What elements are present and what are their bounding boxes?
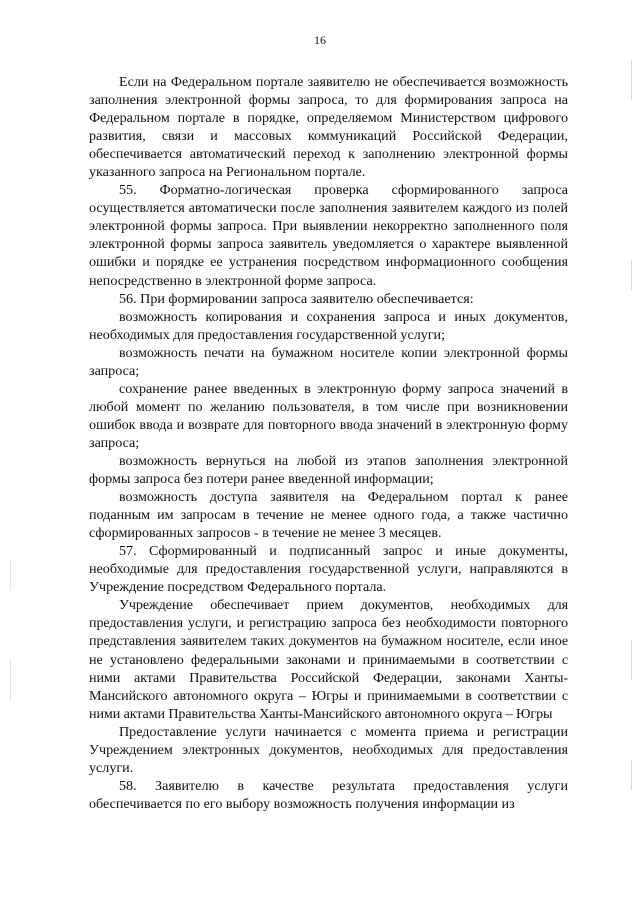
list-item-return-stage: возможность вернуться на любой из этапов заполнения электронной формы запроса без потери ранее введенной информации; bbox=[89, 452, 568, 488]
scan-artifact bbox=[631, 60, 632, 100]
page-number: 16 bbox=[314, 33, 326, 47]
scan-artifact bbox=[631, 640, 632, 680]
scan-artifact bbox=[10, 560, 11, 590]
paragraph-institution-acceptance: Учреждение обеспечивает прием документов, необходимых для предоставления услуги, и регистрацию запроса без необходимости повторного представления заявителем таких документов на бумажном носителе, если иное не установлено федеральными законами и принимаемыми в соответствии с ними актами Правительства Российской Федерации, законами Ханты-Мансийского автономного округа – Югры и принимаемыми в соответствии с ними актами Правительства Ханты-Мансийского автономного округа – Югры bbox=[89, 597, 568, 722]
list-item-save-values: сохранение ранее введенных в электронную форму запроса значений в любой момент по желанию пользователя, в том числе при возникновении ошибок ввода и возврате для повторного ввода значений в электронную форму запроса; bbox=[89, 380, 568, 451]
paragraph-58-result: 58. Заявителю в качестве результата предоставления услуги обеспечивается по его выбору возможность получения информации из bbox=[89, 777, 568, 812]
document-body bbox=[89, 73, 568, 813]
list-item-access-requests: возможность доступа заявителя на Федеральном портал к ранее поданным им запросам в течение не менее одного года, а также частично сформированных запросов - в течение не менее 3 месяцев. bbox=[89, 489, 568, 542]
scan-artifact bbox=[631, 260, 632, 290]
paragraph-federal-portal-transition: Если на Федеральном портале заявителю не обеспечивается возможность заполнения электронной формы запроса, то для формирования запроса на Федеральном портале в порядке, определяемом Министерством цифрового развития, связи и массовых коммуникаций Российской Федерации, обеспечивается автоматический переход к заполнению электронной формы указанного запроса на Региональном портале. bbox=[89, 74, 568, 181]
paragraph-57-submission: 57. Сформированный и подписанный запрос и иные документы, необходимые для предоставления государственной услуги, направляются в Учреждение посредством Федерального портала. bbox=[89, 543, 568, 596]
list-item-copy-save: возможность копирования и сохранения запроса и иных документов, необходимых для предоставления государственной услуги; bbox=[89, 308, 568, 343]
paragraph-service-start: Предоставление услуги начинается с момента приема и регистрации Учреждением электронных документов, необходимых для предоставления услуги. bbox=[89, 723, 568, 776]
paragraph-55-format-check: 55. Форматно-логическая проверка сформированного запроса осуществляется автоматически после заполнения заявителем каждого из полей электронной формы запроса. При выявлении некорректно заполненного поля электронной формы запроса заявитель уведомляется о характере выявленной ошибки и порядке ее устранения посредством информационного сообщения непосредственно в электронной форме запроса. bbox=[89, 182, 568, 289]
paragraph-56-intro: 56. При формировании запроса заявителю обеспечивается: bbox=[119, 290, 474, 307]
list-item-print: возможность печати на бумажном носителе копии электронной формы запроса; bbox=[89, 344, 568, 379]
scan-artifact bbox=[10, 660, 11, 700]
scan-artifact bbox=[631, 760, 632, 790]
